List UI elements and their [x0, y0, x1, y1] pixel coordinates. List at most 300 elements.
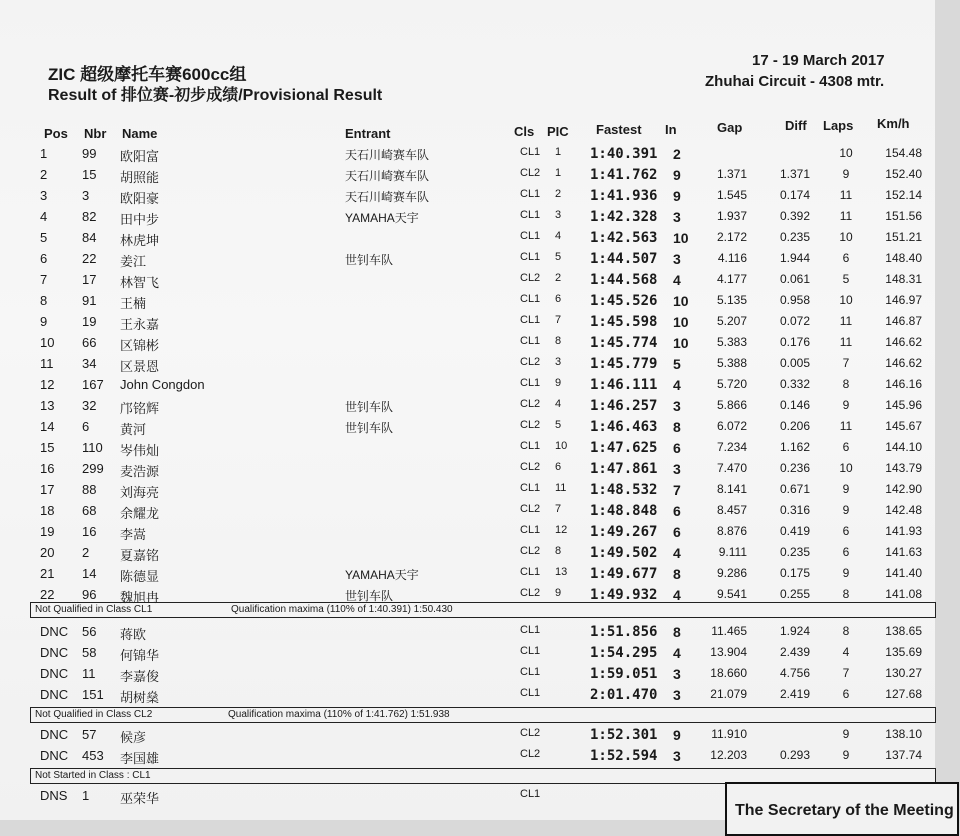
- cell-nbr: 167: [82, 377, 104, 392]
- col-cls: Cls: [514, 124, 535, 139]
- cell-laps: 11: [839, 209, 853, 223]
- cell-in: 8: [673, 419, 681, 435]
- cell-laps: 7: [842, 666, 850, 680]
- cell-diff: 4.756: [779, 666, 810, 680]
- result-row: [0, 482, 935, 502]
- col-kmh: Km/h: [877, 116, 910, 131]
- cell-cls: CL1: [520, 524, 541, 536]
- cell-kmh: 154.48: [885, 146, 922, 160]
- section-title: Not Qualified in Class CL1: [35, 604, 153, 615]
- cell-cls: CL1: [520, 788, 541, 800]
- result-row: [0, 419, 935, 439]
- cell-diff: 0.175: [779, 566, 810, 580]
- cell-cls: CL2: [520, 727, 541, 739]
- cell-in: 10: [673, 293, 689, 309]
- cell-in: 4: [673, 545, 681, 561]
- cell-kmh: 138.65: [885, 624, 922, 638]
- result-row: [0, 209, 935, 229]
- cell-pic: 2: [555, 272, 562, 284]
- cell-in: 9: [673, 167, 681, 183]
- result-row: [0, 188, 935, 208]
- cell-laps: 9: [842, 482, 850, 496]
- cell-pos: 15: [40, 440, 55, 455]
- cell-diff: 0.174: [779, 188, 810, 202]
- cell-cls: CL1: [520, 188, 541, 200]
- cell-name: 李国雄: [120, 751, 160, 766]
- cell-in: 5: [673, 356, 681, 372]
- cell-in: 4: [673, 645, 681, 661]
- cell-diff: 0.255: [779, 587, 810, 601]
- cell-pic: 8: [555, 335, 562, 347]
- cell-diff: 2.439: [779, 645, 810, 659]
- cell-cls: CL2: [520, 398, 541, 410]
- cell-diff: 0.419: [779, 524, 810, 538]
- cell-in: 4: [673, 377, 681, 393]
- cell-gap: 9.111: [718, 545, 747, 559]
- cell-nbr: 151: [82, 687, 104, 702]
- col-name: Name: [122, 126, 158, 141]
- cell-pos: 6: [40, 251, 48, 266]
- cell-kmh: 146.87: [885, 314, 922, 328]
- cell-kmh: 151.21: [885, 230, 922, 244]
- cell-cls: CL1: [520, 624, 541, 636]
- cell-fastest: 1:46.463: [590, 419, 658, 435]
- qualification-maxima: Qualification maxima (110% of 1:40.391) 1:50.430: [231, 604, 453, 615]
- cell-cls: CL1: [520, 482, 541, 494]
- cell-cls: CL2: [520, 356, 541, 368]
- cell-nbr: 6: [82, 419, 90, 434]
- col-in: In: [665, 122, 677, 137]
- cell-gap: 7.470: [716, 461, 747, 475]
- cell-fastest: 1:49.677: [590, 566, 658, 582]
- cell-cls: CL1: [520, 293, 541, 305]
- cell-pos: 9: [40, 314, 48, 329]
- cell-kmh: 148.31: [885, 272, 922, 286]
- cell-laps: 8: [842, 624, 850, 638]
- result-row: [0, 748, 935, 768]
- cell-diff: 0.235: [779, 230, 810, 244]
- cell-laps: 9: [842, 566, 850, 580]
- cell-in: 2: [673, 146, 681, 162]
- cell-diff: 0.236: [779, 461, 810, 475]
- cell-name: 岑伟灿: [120, 443, 160, 458]
- cell-entrant: YAMAHA天宇: [345, 568, 419, 582]
- cell-in: 3: [673, 687, 681, 703]
- cell-name: 姜江: [120, 254, 147, 269]
- cell-laps: 10: [839, 230, 853, 244]
- cell-nbr: 58: [82, 645, 97, 660]
- cell-laps: 11: [839, 188, 853, 202]
- cell-diff: 1.162: [779, 440, 810, 454]
- cell-gap: 18.660: [710, 666, 747, 680]
- cell-fastest: 1:48.848: [590, 503, 658, 519]
- cell-cls: CL1: [520, 335, 541, 347]
- cell-laps: 6: [842, 687, 850, 701]
- cell-in: 9: [673, 727, 681, 743]
- cell-nbr: 57: [82, 727, 97, 742]
- cell-pos: DNS: [40, 788, 68, 803]
- cell-nbr: 91: [82, 293, 97, 308]
- cell-diff: 1.944: [779, 251, 810, 265]
- cell-in: 10: [673, 335, 689, 351]
- cell-fastest: 1:42.563: [590, 230, 658, 246]
- result-row: [0, 624, 935, 644]
- cell-name: 巫荣华: [120, 791, 160, 806]
- cell-gap: 1.545: [716, 188, 747, 202]
- cell-diff: 1.371: [779, 167, 810, 181]
- result-row: [0, 566, 935, 586]
- cell-pos: 16: [40, 461, 55, 476]
- cell-laps: 10: [839, 293, 853, 307]
- cell-in: 6: [673, 524, 681, 540]
- cell-fastest: 1:45.779: [590, 356, 658, 372]
- cell-name: 胡照能: [120, 170, 160, 185]
- cell-pic: 4: [555, 230, 562, 242]
- section-title: Not Qualified in Class CL2: [35, 709, 153, 720]
- cell-nbr: 14: [82, 566, 97, 581]
- cell-gap: 1.937: [716, 209, 747, 223]
- col-gap: Gap: [717, 120, 743, 135]
- cell-diff: 0.005: [779, 356, 810, 370]
- cell-laps: 11: [839, 335, 853, 349]
- cell-cls: CL2: [520, 545, 541, 557]
- cell-name: 区锦彬: [120, 338, 160, 353]
- cell-name: 王楠: [120, 296, 147, 311]
- cell-pic: 7: [555, 314, 562, 326]
- col-diff: Diff: [785, 118, 807, 133]
- result-row: [0, 398, 935, 418]
- cell-laps: 11: [839, 314, 853, 328]
- cell-in: 6: [673, 503, 681, 519]
- cell-laps: 5: [842, 272, 850, 286]
- cell-kmh: 146.62: [885, 356, 922, 370]
- cell-pos: 7: [40, 272, 48, 287]
- col-nbr: Nbr: [84, 126, 107, 141]
- cell-laps: 6: [842, 524, 850, 538]
- cell-name: 胡树燊: [120, 690, 160, 705]
- cell-entrant: 天石川崎赛车队: [345, 169, 430, 183]
- cell-fastest: 1:49.502: [590, 545, 658, 561]
- result-row: [0, 461, 935, 481]
- cell-cls: CL1: [520, 230, 541, 242]
- result-row: [0, 503, 935, 523]
- cell-pos: 1: [40, 146, 48, 161]
- cell-in: 8: [673, 566, 681, 582]
- cell-kmh: 146.62: [885, 335, 922, 349]
- cell-pos: DNC: [40, 727, 69, 742]
- column-headers: [0, 116, 935, 144]
- cell-pic: 6: [555, 293, 562, 305]
- cell-diff: 0.176: [779, 335, 810, 349]
- cell-name: 邝铭辉: [120, 401, 160, 416]
- cell-pic: 6: [555, 461, 562, 473]
- cell-kmh: 135.69: [885, 645, 922, 659]
- cell-cls: CL2: [520, 272, 541, 284]
- cell-nbr: 15: [82, 167, 97, 182]
- cell-pos: 21: [40, 566, 55, 581]
- cell-entrant: YAMAHA天宇: [345, 211, 419, 225]
- cell-kmh: 151.56: [885, 209, 922, 223]
- cell-nbr: 32: [82, 398, 97, 413]
- col-pic: PIC: [547, 124, 569, 139]
- cell-fastest: 1:41.936: [590, 188, 658, 204]
- cell-gap: 9.541: [716, 587, 747, 601]
- col-fastest: Fastest: [596, 122, 642, 137]
- cell-kmh: 148.40: [885, 251, 922, 265]
- cell-laps: 6: [842, 440, 850, 454]
- cell-pos: 17: [40, 482, 55, 497]
- cell-laps: 4: [842, 645, 850, 659]
- cell-pic: 3: [555, 356, 562, 368]
- cell-entrant: 天石川崎赛车队: [345, 148, 430, 162]
- cell-in: 3: [673, 461, 681, 477]
- cell-diff: 0.316: [779, 503, 810, 517]
- cell-pos: 10: [40, 335, 55, 350]
- cell-nbr: 11: [82, 666, 96, 681]
- cell-cls: CL1: [520, 666, 541, 678]
- cell-diff: 0.958: [779, 293, 810, 307]
- cell-laps: 9: [842, 748, 850, 762]
- cell-fastest: 1:44.507: [590, 251, 658, 267]
- cell-name: 区景恩: [120, 359, 160, 374]
- cell-in: 10: [673, 314, 689, 330]
- cell-pic: 5: [555, 251, 562, 263]
- cell-nbr: 3: [82, 188, 90, 203]
- cell-fastest: 1:51.856: [590, 624, 658, 640]
- cell-gap: 5.720: [716, 377, 747, 391]
- result-row: [0, 272, 935, 292]
- result-row: [0, 727, 935, 747]
- cell-gap: 8.141: [716, 482, 747, 496]
- cell-nbr: 2: [82, 545, 90, 560]
- cell-diff: 0.332: [779, 377, 810, 391]
- cell-nbr: 17: [82, 272, 97, 287]
- result-row: [0, 687, 935, 707]
- cell-gap: 4.177: [716, 272, 747, 286]
- cell-pos: 3: [40, 188, 48, 203]
- cell-name: 余耀龙: [120, 506, 160, 521]
- cell-name: 候彦: [120, 730, 147, 745]
- cell-fastest: 1:46.257: [590, 398, 658, 414]
- cell-pic: 7: [555, 503, 562, 515]
- cell-cls: CL2: [520, 419, 541, 431]
- qualification-maxima: Qualification maxima (110% of 1:41.762) 1:51.938: [228, 709, 450, 720]
- cell-laps: 8: [842, 377, 850, 391]
- cell-fastest: 1:44.568: [590, 272, 658, 288]
- cell-laps: 9: [842, 503, 850, 517]
- cell-diff: 0.671: [779, 482, 810, 496]
- result-row: [0, 377, 935, 397]
- cell-name: 魏旭冉: [120, 590, 160, 605]
- cell-name: 欧阳富: [120, 149, 160, 164]
- cell-laps: 9: [842, 398, 850, 412]
- cell-fastest: 1:54.295: [590, 645, 658, 661]
- cell-name: 欧阳豪: [120, 191, 160, 206]
- cell-gap: 5.383: [716, 335, 747, 349]
- cell-in: 3: [673, 251, 681, 267]
- cell-name: 黄河: [120, 422, 147, 437]
- cell-kmh: 142.48: [885, 503, 922, 517]
- result-row: [0, 645, 935, 665]
- cell-cls: CL1: [520, 209, 541, 221]
- cell-name: 李嘉俊: [120, 669, 160, 684]
- cell-diff: 0.293: [779, 748, 810, 762]
- cell-pos: 5: [40, 230, 48, 245]
- cell-kmh: 141.93: [885, 524, 922, 538]
- cell-diff: 2.419: [779, 687, 810, 701]
- cell-laps: 11: [839, 419, 853, 433]
- cell-pos: DNC: [40, 624, 69, 639]
- cell-cls: CL2: [520, 587, 541, 599]
- cell-name: 王永嘉: [120, 317, 160, 332]
- cell-pic: 9: [555, 377, 562, 389]
- cell-kmh: 145.96: [885, 398, 922, 412]
- cell-kmh: 127.68: [885, 687, 922, 701]
- col-entrant: Entrant: [345, 126, 391, 141]
- cell-gap: 21.079: [710, 687, 747, 701]
- cell-nbr: 110: [82, 440, 103, 455]
- cell-diff: 1.924: [779, 624, 810, 638]
- cell-kmh: 146.97: [885, 293, 922, 307]
- cell-pos: DNC: [40, 687, 69, 702]
- stamp-text: The Secretary of the Meeting: [735, 802, 954, 819]
- result-row: [0, 251, 935, 271]
- cell-pic: 1: [555, 146, 562, 158]
- cell-name: 林虎坤: [120, 233, 160, 248]
- cell-in: 3: [673, 209, 681, 225]
- event-title: ZIC 超级摩托车赛600cc组: [48, 65, 247, 84]
- cell-in: 4: [673, 587, 681, 603]
- col-pos: Pos: [44, 126, 68, 141]
- cell-cls: CL2: [520, 167, 541, 179]
- cell-cls: CL1: [520, 566, 541, 578]
- cell-kmh: 137.74: [885, 748, 922, 762]
- cell-pic: 10: [555, 440, 568, 452]
- cell-laps: 9: [842, 167, 850, 181]
- cell-cls: CL1: [520, 146, 541, 158]
- cell-kmh: 130.27: [885, 666, 922, 680]
- cell-pos: DNC: [40, 645, 69, 660]
- cell-nbr: 99: [82, 146, 97, 161]
- cell-fastest: 1:42.328: [590, 209, 658, 225]
- cell-kmh: 152.14: [885, 188, 922, 202]
- cell-pic: 8: [555, 545, 562, 557]
- cell-pic: 9: [555, 587, 562, 599]
- cell-diff: 0.392: [779, 209, 810, 223]
- cell-gap: 6.072: [716, 419, 747, 433]
- cell-pos: 2: [40, 167, 48, 182]
- cell-name: 何锦华: [120, 648, 160, 663]
- cell-pic: 11: [555, 482, 567, 494]
- cell-pos: 20: [40, 545, 55, 560]
- cell-pos: 4: [40, 209, 48, 224]
- section-not-qualified-cl2: [30, 707, 936, 723]
- cell-gap: 8.876: [716, 524, 747, 538]
- result-row: [0, 293, 935, 313]
- cell-fastest: 1:47.861: [590, 461, 658, 477]
- cell-diff: 0.061: [779, 272, 810, 286]
- cell-gap: 1.371: [716, 167, 747, 181]
- cell-fastest: 1:47.625: [590, 440, 658, 456]
- cell-name: 林智飞: [120, 275, 160, 290]
- result-row: [0, 356, 935, 376]
- cell-nbr: 19: [82, 314, 97, 329]
- cell-fastest: 1:48.532: [590, 482, 658, 498]
- cell-gap: 11.465: [711, 624, 747, 638]
- cell-fastest: 1:59.051: [590, 666, 658, 682]
- cell-cls: CL1: [520, 440, 541, 452]
- cell-name: 麦浩源: [120, 464, 160, 479]
- cell-gap: 8.457: [716, 503, 747, 517]
- result-row: [0, 335, 935, 355]
- cell-pos: 18: [40, 503, 55, 518]
- cell-gap: 5.207: [716, 314, 747, 328]
- col-laps: Laps: [823, 118, 854, 133]
- cell-in: 4: [673, 272, 681, 288]
- cell-nbr: 66: [82, 335, 97, 350]
- result-row: [0, 230, 935, 250]
- cell-pos: 8: [40, 293, 48, 308]
- result-row: [0, 440, 935, 460]
- result-row: [0, 146, 935, 166]
- cell-gap: 12.203: [710, 748, 747, 762]
- cell-pos: 11: [40, 356, 54, 371]
- cell-fastest: 1:45.774: [590, 335, 658, 351]
- result-row: [0, 314, 935, 334]
- cell-in: 3: [673, 398, 681, 414]
- result-row: [0, 545, 935, 565]
- cell-name: 刘海亮: [120, 485, 160, 500]
- cell-fastest: 1:41.762: [590, 167, 658, 183]
- cell-gap: 2.172: [716, 230, 747, 244]
- cell-diff: 0.072: [779, 314, 810, 328]
- cell-name: 田中步: [120, 212, 160, 227]
- cell-name: 陈德显: [120, 569, 160, 584]
- cell-fastest: 1:52.301: [590, 727, 658, 743]
- cell-kmh: 144.10: [885, 440, 922, 454]
- cell-name: 蒋欧: [120, 627, 147, 642]
- cell-in: 3: [673, 748, 681, 764]
- cell-cls: CL1: [520, 645, 541, 657]
- cell-kmh: 142.90: [885, 482, 922, 496]
- cell-kmh: 141.40: [885, 566, 922, 580]
- cell-name: 夏嘉铭: [120, 548, 160, 563]
- cell-pic: 12: [555, 524, 568, 536]
- result-row: [0, 666, 935, 686]
- cell-diff: 0.146: [779, 398, 810, 412]
- cell-nbr: 22: [82, 251, 97, 266]
- cell-cls: CL2: [520, 748, 541, 760]
- cell-fastest: 1:49.932: [590, 587, 658, 603]
- cell-diff: 0.235: [779, 545, 810, 559]
- cell-diff: 0.206: [779, 419, 810, 433]
- cell-in: 10: [673, 230, 689, 246]
- cell-pos: DNC: [40, 666, 69, 681]
- cell-in: 6: [673, 440, 681, 456]
- cell-laps: 6: [842, 545, 850, 559]
- cell-cls: CL2: [520, 503, 541, 515]
- cell-fastest: 1:45.598: [590, 314, 658, 330]
- cell-fastest: 1:49.267: [590, 524, 658, 540]
- cell-in: 7: [673, 482, 681, 498]
- cell-nbr: 84: [82, 230, 97, 245]
- cell-entrant: 世钊车队: [345, 253, 394, 267]
- circuit-info: Zhuhai Circuit - 4308 mtr.: [705, 73, 885, 90]
- cell-nbr: 34: [82, 356, 97, 371]
- secretary-stamp: [725, 782, 959, 836]
- section-not-qualified-cl1: [30, 602, 936, 618]
- cell-gap: 5.135: [716, 293, 747, 307]
